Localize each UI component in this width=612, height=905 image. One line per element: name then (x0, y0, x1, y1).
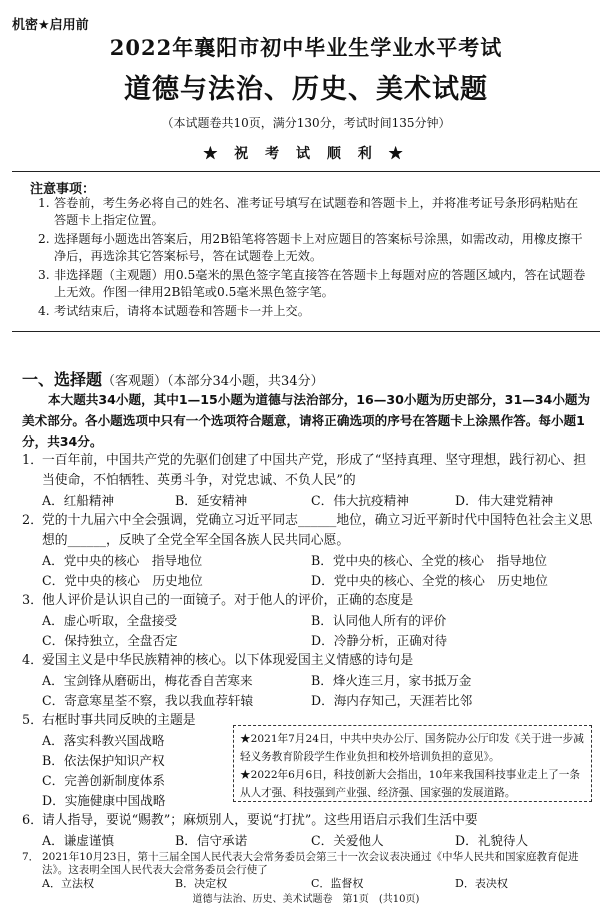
option-c[interactable]: C．党中央的核心 历史地位 (42, 573, 203, 588)
option-b[interactable]: B．信守承诺 (175, 833, 248, 848)
news-item: ★2021年7月24日，中共中央办公厅、国务院办公厅印发《关于进一步减轻义务教育阶段学生作业负担和校外培训负担的意见》。 (240, 733, 584, 763)
question-stem: 爱国主义是中华民族精神的核心。以下体现爱国主义情感的诗句是 (42, 653, 414, 668)
note-number: 3. (38, 268, 50, 282)
section-title: 一、选择题 (22, 370, 103, 389)
note-item (38, 303, 588, 320)
option-a[interactable]: A．谦虚谨慎 (42, 833, 115, 848)
question-number: 1． (22, 453, 43, 468)
question-stem: 他人评价是认识自己的一面镜子。对于他人的评价，正确的态度是 (42, 593, 414, 608)
section-heading (22, 367, 324, 390)
option-d[interactable]: D．伟大建党精神 (455, 493, 554, 508)
exam-subtitle: （本试题卷共10页，满分130分，考试时间135分钟） (161, 116, 451, 130)
note-item (38, 267, 588, 301)
option-d[interactable]: D．冷静分析，正确对待 (311, 633, 448, 648)
option-c[interactable]: C．完善创新制度体系 (42, 773, 165, 788)
option-a[interactable]: A．落实科教兴国战略 (42, 733, 165, 748)
question-stem: 一百年前，中国共产党的先驱们创建了中国共产党，形成了“坚持真理、坚守理想，践行初心、担当使命，不怕牺牲、英勇斗争，对党忠诚、不负人民”的 (42, 453, 587, 488)
question-stem: 2021年10月23日，第十三届全国人民代表大会常务委员会第三十一次会议表决通过《中华人民共和国家庭教育促进法》。这表明全国人民代表大会常务委员会行使了 (42, 851, 579, 876)
notes-bottom-divider (12, 331, 600, 332)
question-stem: 右框时事共同反映的主题是 (42, 713, 196, 728)
notes-title: 注意事项： (30, 182, 96, 197)
question-number: 5． (22, 713, 43, 728)
option-b[interactable]: B．烽火连三月，家书抵万金 (311, 673, 472, 688)
note-item (38, 195, 588, 229)
question-6 (22, 811, 594, 831)
option-d[interactable]: D．表决权 (455, 877, 508, 890)
section-instructions: 本大题共34小题，其中1—15小题为道德与法治部分，16—30小题为历史部分，31—34小题为美术部分。各小题选项中只有一个选项符合题意，请将正确选项的序号在答题卡上涂黑作答。每小题1分，共34分。 (22, 392, 591, 449)
note-item (38, 231, 588, 265)
option-d[interactable]: D．礼貌待人 (455, 833, 529, 848)
option-c[interactable]: C．监督权 (311, 877, 364, 890)
question-4 (22, 651, 594, 671)
option-a[interactable]: A．虚心听取，全盘接受 (42, 613, 178, 628)
paper-title: 道德与法治、历史、美术试题 (124, 74, 488, 105)
option-d[interactable]: D．实施健康中国战略 (42, 793, 166, 808)
option-a[interactable]: A．立法权 (42, 877, 94, 890)
option-c[interactable]: C．寄意寒星荃不察，我以我血荐轩辕 (42, 693, 254, 708)
option-a[interactable]: A．红船精神 (42, 493, 115, 508)
question-7 (22, 851, 594, 877)
question-1 (22, 451, 594, 491)
option-a[interactable]: A．宝剑锋从磨砺出，梅花香自苦寒来 (42, 673, 253, 688)
news-item: ★2022年6月6日，科技创新大会指出，10年来我国科技事业走上了一条从人才强、科技强到产业强、经济强、国家强的发展道路。 (240, 769, 580, 799)
option-b[interactable]: B．党中央的核心、全党的核心 指导地位 (311, 553, 547, 568)
question-number: 3． (22, 593, 43, 608)
page-footer: 道德与法治、历史、美术试题卷 第1页 (共10页) (192, 894, 420, 905)
note-number: 1. (38, 196, 50, 210)
question-stem: 党的十九届六中全会强调，党确立习近平同志______地位，确立习近平新时代中国特色社会主义思想的______，反映了全党全军全国各族人民共同心愿。 (42, 513, 593, 548)
option-c[interactable]: C．关爱他人 (311, 833, 384, 848)
good-luck-banner: ★ 祝 考 试 顺 利 ★ (203, 146, 409, 162)
question-number: 6． (22, 813, 43, 828)
option-b[interactable]: B．认同他人所有的评价 (311, 613, 447, 628)
question-number: 4． (22, 653, 43, 668)
news-box (233, 725, 592, 802)
section-info: （客观题）（本部分34小题，共34分） (102, 374, 324, 389)
option-d[interactable]: D．海内存知己，天涯若比邻 (311, 693, 473, 708)
note-text: 选择题每小题选出答案后，用2B铅笔将答题卡上对应题目的答案标号涂黑，如需改动，用橡皮擦干净后，再选涂其它答案标号，答在试题卷上无效。 (54, 232, 583, 263)
question-number: 7． (22, 851, 40, 863)
note-text: 考试结束后，请将本试题卷和答题卡一并上交。 (54, 304, 310, 318)
question-3 (22, 591, 594, 611)
option-d[interactable]: D．党中央的核心、全党的核心 历史地位 (311, 573, 548, 588)
question-5 (22, 711, 232, 731)
option-a[interactable]: A．党中央的核心 指导地位 (42, 553, 203, 568)
note-text: 非选择题（主观题）用0.5毫米的黑色签字笔直接答在答题卡上每题对应的答题区域内，答在试题卷上无效。作图一律用2B铅笔或0.5毫米黑色签字笔。 (54, 268, 586, 299)
option-b[interactable]: B．延安精神 (175, 493, 248, 508)
option-c[interactable]: C．伟大抗疫精神 (311, 493, 409, 508)
option-b[interactable]: B．决定权 (175, 877, 228, 890)
notes-top-divider (12, 171, 600, 172)
question-2 (22, 511, 594, 551)
note-number: 4. (38, 304, 50, 318)
option-c[interactable]: C．保持独立，全盘否定 (42, 633, 178, 648)
note-text: 答卷前，考生务必将自己的姓名、准考证号填写在试题卷和答题卡上，并将准考证号条形码粘贴在答题卡上指定位置。 (54, 196, 579, 227)
question-stem: 请人指导，要说“赐教”；麻烦别人，要说“打扰”。这些用语启示我们生活中要 (42, 813, 478, 828)
option-b[interactable]: B．依法保护知识产权 (42, 753, 165, 768)
question-number: 2． (22, 513, 43, 528)
exam-title: 2022年襄阳市初中毕业生学业水平考试 (109, 35, 503, 60)
note-number: 2. (38, 232, 50, 246)
secret-label: 机密★启用前 (12, 18, 89, 33)
